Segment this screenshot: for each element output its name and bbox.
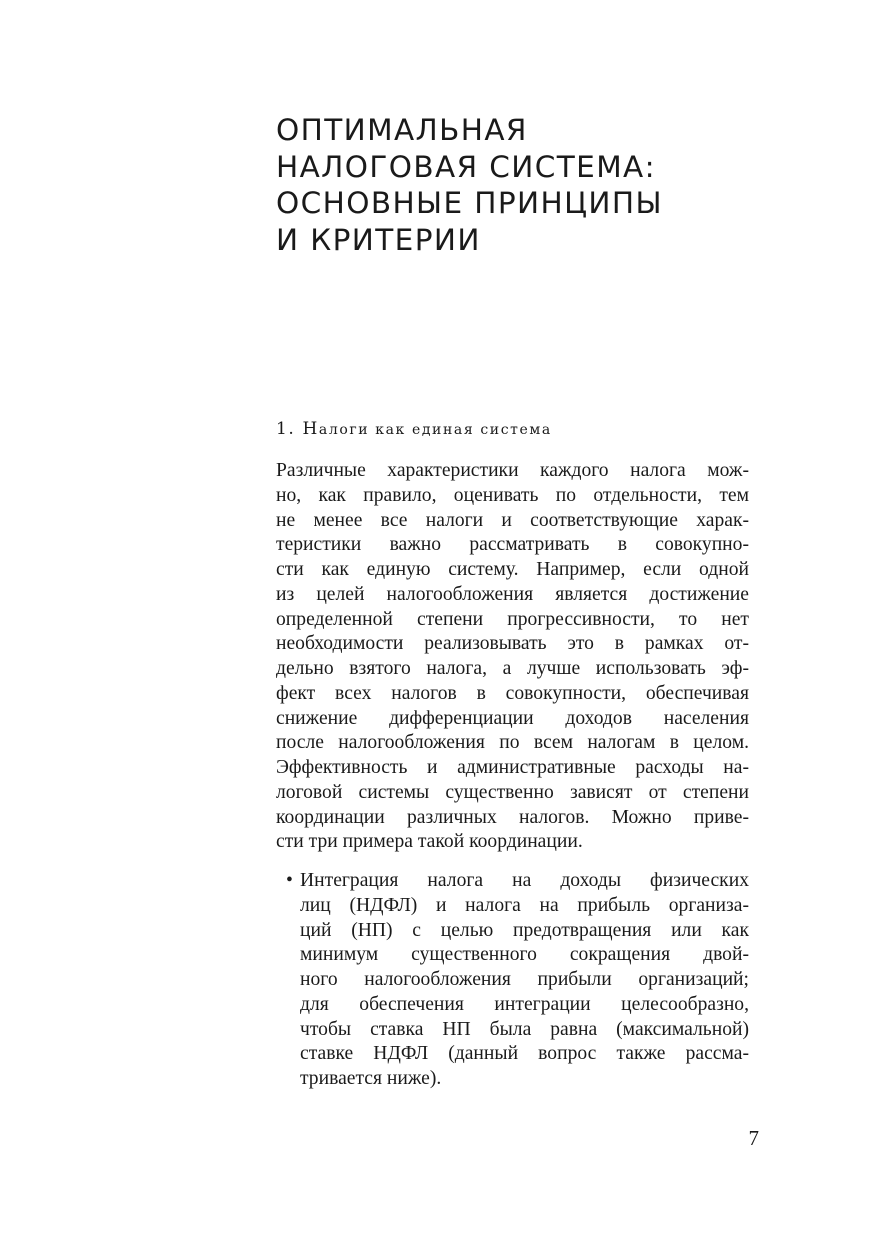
bullet-line: чтобы ставка НП была равна (максимальной): [300, 1018, 749, 1040]
bullet-line: лиц (НДФЛ) и налога на прибыль организа-: [300, 894, 749, 916]
paragraph-line: необходимости реализовывать это в рамках от-: [276, 633, 749, 655]
paragraph-line: сти как единую систему. Например, если одной: [276, 559, 749, 580]
bullet-line: ций (НП) с целью предотвращения или как: [300, 919, 749, 941]
page-number: 7: [748, 1126, 759, 1150]
paragraph-line: но, как правило, оценивать по отдельности, тем: [276, 484, 749, 506]
section-number: 1.: [276, 419, 296, 439]
chapter-title: [276, 112, 836, 258]
section-title-rest: алоги как единая система: [318, 422, 552, 438]
paragraph-line: из целей налогообложения является достижение: [276, 583, 749, 605]
bullet-line: Интеграция налога на доходы физических: [300, 870, 749, 891]
section-heading: [276, 417, 552, 442]
body-paragraph: [276, 459, 749, 855]
paragraph-line: снижение дифференциации доходов населения: [276, 707, 749, 729]
chapter-title-line: НАЛОГОВАЯ СИСТЕМА:: [276, 149, 656, 184]
paragraph-line: сти три примера такой координации.: [276, 831, 583, 853]
bullet-list-item: [286, 869, 749, 1092]
chapter-title-line: ОПТИМАЛЬНАЯ: [276, 113, 528, 147]
paragraph-line: дельно взятого налога, а лучше использовать эф-: [276, 658, 749, 679]
chapter-title-line: ОСНОВНЫЕ ПРИНЦИПЫ: [276, 186, 663, 220]
paragraph-line: фект всех налогов в совокупности, обеспечивая: [276, 682, 749, 704]
paragraph-line: не менее все налоги и соответствующие харак-: [276, 509, 749, 531]
section-title: [302, 419, 551, 439]
bullet-line: ставке НДФЛ (данный вопрос также рассма-: [300, 1043, 749, 1065]
bullet-line: для обеспечения интеграции целесообразно,: [300, 993, 749, 1015]
bullet-icon: •: [286, 870, 293, 891]
paragraph-line: определенной степени прогрессивности, то нет: [276, 608, 749, 630]
paragraph-line: Различные характеристики каждого налога мож-: [276, 460, 749, 481]
paragraph-line: теристики важно рассматривать в совокупно-: [276, 534, 749, 556]
section-title-initial: Н: [302, 419, 319, 439]
paragraph-line: Эффективность и административные расходы на-: [276, 757, 749, 778]
paragraph-line: после налогообложения по всем налогам в целом.: [276, 732, 749, 754]
chapter-title-line: И КРИТЕРИИ: [276, 222, 481, 257]
paragraph-line: логовой системы существенно зависят от степени: [276, 781, 749, 803]
bullet-line: ного налогообложения прибыли организаций;: [300, 969, 749, 990]
bullet-line: минимум существенного сокращения двой-: [300, 944, 749, 966]
bullet-line: тривается ниже).: [300, 1068, 442, 1089]
bullet-text: [300, 869, 749, 1092]
paragraph-line: координации различных налогов. Можно приве-: [276, 806, 749, 828]
